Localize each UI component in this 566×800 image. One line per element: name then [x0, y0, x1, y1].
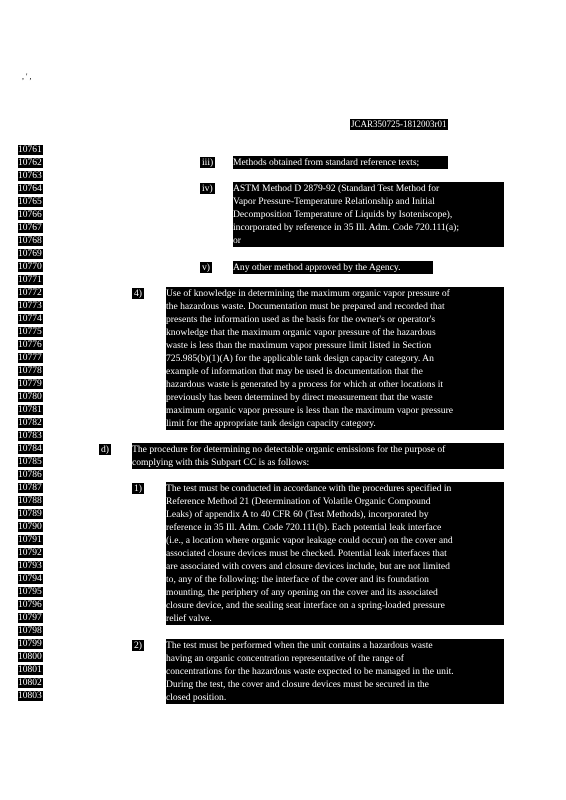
line-number [18, 144, 52, 157]
text-line: the hazardous waste. Documentation must be prepared and recorded that [166, 300, 504, 313]
text-line: Vapor Pressure-Temperature Relationship and Initial [233, 195, 504, 208]
text-line: incorporated by reference in 35 Ill. Adm. Code 720.111(a); [233, 221, 504, 234]
line-number [18, 677, 52, 690]
line-number-label: 10801 [18, 665, 42, 675]
item-marker-d: d) [101, 444, 109, 455]
item-marker-4: 4) [134, 288, 142, 299]
text-line: to, any of the following: the interface of the cover and its foundation [166, 573, 504, 586]
line-number-label: 10773 [18, 301, 42, 311]
line-number-label: 10785 [18, 457, 42, 467]
line-number-label: 10772 [18, 288, 42, 298]
line-number-label: 10784 [18, 444, 42, 454]
text-line: complying with this Subpart CC is as follows: [132, 456, 504, 469]
line-number [18, 664, 52, 677]
text-line: associated closure devices must be checked. Potential leak interfaces that [166, 547, 504, 560]
line-number [18, 443, 52, 456]
item-iii-text [233, 156, 448, 169]
text-line: are associated with covers and closure devices include, but are not limited [166, 560, 504, 573]
line-number-label: 10794 [18, 574, 42, 584]
text-line: During the test, the cover and closure devices must be secured in the [166, 678, 504, 691]
line-number-label: 10764 [18, 184, 42, 194]
line-number [18, 430, 52, 443]
line-number-label: 10779 [18, 379, 42, 389]
line-number-label: 10803 [18, 691, 42, 701]
line-number [18, 248, 52, 261]
line-number [18, 482, 52, 495]
paragraph-1-text [166, 482, 504, 625]
line-number [18, 326, 52, 339]
text-line: concentrations for the hazardous waste expected to be managed in the unit. [166, 665, 504, 678]
line-number-label: 10782 [18, 418, 42, 428]
paragraph-2-text [166, 639, 504, 704]
line-number-label: 10767 [18, 223, 42, 233]
line-number [18, 521, 52, 534]
text-line: closure device, and the sealing seat interface on a spring-loaded pressure [166, 599, 504, 612]
text-line: The test must be performed when the unit contains a hazardous waste [166, 639, 504, 652]
item-v-text [233, 261, 433, 274]
line-number [18, 235, 52, 248]
line-number-label: 10799 [18, 639, 42, 649]
line-number [18, 391, 52, 404]
text-line: example of information that may be used is documentation that the [166, 365, 504, 378]
line-number-label: 10783 [18, 431, 42, 441]
line-number-label: 10774 [18, 314, 42, 324]
line-number [18, 573, 52, 586]
line-number [18, 378, 52, 391]
line-number-label: 10793 [18, 561, 42, 571]
line-number-label: 10777 [18, 353, 42, 363]
text-line: hazardous waste is generated by a process for which at other locations it [166, 378, 504, 391]
text-line: limit for the appropriate tank design capacity category. [166, 417, 504, 430]
line-number [18, 365, 52, 378]
text-line: The test must be conducted in accordance with the procedures specified in [166, 482, 504, 495]
line-number [18, 469, 52, 482]
line-number [18, 183, 52, 196]
text-line: reference in 35 Ill. Adm. Code 720.111(b). Each potential leak interface [166, 521, 504, 534]
text-line: Decomposition Temperature of Liquids by Isoteniscope), [233, 208, 504, 221]
line-number [18, 625, 52, 638]
text-line: knowledge that the maximum organic vapor pressure of the hazardous [166, 326, 504, 339]
item-marker-iii: iii) [202, 157, 214, 168]
line-number [18, 404, 52, 417]
line-number-label: 10800 [18, 652, 42, 662]
line-number-label: 10790 [18, 522, 42, 532]
line-number [18, 690, 52, 703]
line-number [18, 456, 52, 469]
line-number [18, 339, 52, 352]
line-number-label: 10780 [18, 392, 42, 402]
line-number [18, 638, 52, 651]
line-number [18, 274, 52, 287]
line-number [18, 534, 52, 547]
line-number-label: 10765 [18, 197, 42, 207]
line-number [18, 612, 52, 625]
line-number-label: 10791 [18, 535, 42, 545]
text-line: Any other method approved by the Agency. [233, 261, 433, 274]
line-number [18, 287, 52, 300]
line-number-label: 10788 [18, 496, 42, 506]
item-marker-1: 1) [134, 483, 142, 494]
line-number [18, 196, 52, 209]
line-number [18, 586, 52, 599]
text-line: Leaks) of appendix A to 40 CFR 60 (Test Methods), incorporated by [166, 508, 504, 521]
line-number-label: 10771 [18, 275, 42, 285]
line-number-label: 10796 [18, 600, 42, 610]
line-number [18, 352, 52, 365]
line-number-column [18, 144, 52, 703]
line-number-label: 10781 [18, 405, 42, 415]
margin-scribble: , ' , [22, 72, 32, 81]
text-line: closed position. [166, 691, 504, 704]
line-number-label: 10786 [18, 470, 42, 480]
item-marker-2: 2) [134, 640, 142, 651]
document-code: JCAR350725-1812003r01 [351, 119, 447, 129]
text-line: relief valve. [166, 612, 504, 625]
text-line: mounting, the periphery of any opening on the cover and its associated [166, 586, 504, 599]
line-number-label: 10763 [18, 171, 42, 181]
line-number-label: 10768 [18, 236, 42, 246]
paragraph-4-text [166, 287, 504, 430]
line-number-label: 10802 [18, 678, 42, 688]
line-number [18, 599, 52, 612]
line-number [18, 157, 52, 170]
line-number [18, 560, 52, 573]
text-line: Reference Method 21 (Determination of Volatile Organic Compound [166, 495, 504, 508]
text-line: Use of knowledge in determining the maximum organic vapor pressure of [166, 287, 504, 300]
line-number-label: 10778 [18, 366, 42, 376]
line-number-label: 10761 [18, 145, 42, 155]
line-number-label: 10795 [18, 587, 42, 597]
text-line: presents the information used as the basis for the owner's or operator's [166, 313, 504, 326]
line-number-label: 10787 [18, 483, 42, 493]
line-number-label: 10789 [18, 509, 42, 519]
line-number [18, 222, 52, 235]
text-line: Methods obtained from standard reference texts; [233, 156, 448, 169]
line-number-label: 10776 [18, 340, 42, 350]
text-line: The procedure for determining no detectable organic emissions for the purpose of [132, 443, 504, 456]
text-line: previously has been determined by direct measurement that the waste [166, 391, 504, 404]
paragraph-d-text [132, 443, 504, 469]
line-number-label: 10797 [18, 613, 42, 623]
item-iv-text [233, 182, 504, 247]
text-line: waste is less than the maximum vapor pressure limit listed in Section [166, 339, 504, 352]
item-marker-iv: iv) [202, 183, 213, 194]
line-number-label: 10762 [18, 158, 42, 168]
line-number-label: 10798 [18, 626, 42, 636]
line-number-label: 10792 [18, 548, 42, 558]
line-number [18, 495, 52, 508]
item-marker-v: v) [202, 262, 210, 273]
text-line: maximum organic vapor pressure is less than the maximum vapor pressure [166, 404, 504, 417]
text-line: 725.985(b)(1)(A) for the applicable tank design capacity category. An [166, 352, 504, 365]
line-number [18, 209, 52, 222]
line-number [18, 313, 52, 326]
line-number [18, 261, 52, 274]
line-number [18, 547, 52, 560]
text-line: having an organic concentration representative of the range of [166, 652, 504, 665]
line-number [18, 417, 52, 430]
line-number-label: 10769 [18, 249, 42, 259]
line-number [18, 300, 52, 313]
text-line: (i.e., a location where organic vapor leakage could occur) on the cover and [166, 534, 504, 547]
line-number [18, 508, 52, 521]
text-line: or [233, 234, 504, 247]
line-number-label: 10766 [18, 210, 42, 220]
line-number [18, 170, 52, 183]
line-number [18, 651, 52, 664]
text-line: ASTM Method D 2879-92 (Standard Test Method for [233, 182, 504, 195]
line-number-label: 10775 [18, 327, 42, 337]
line-number-label: 10770 [18, 262, 42, 272]
